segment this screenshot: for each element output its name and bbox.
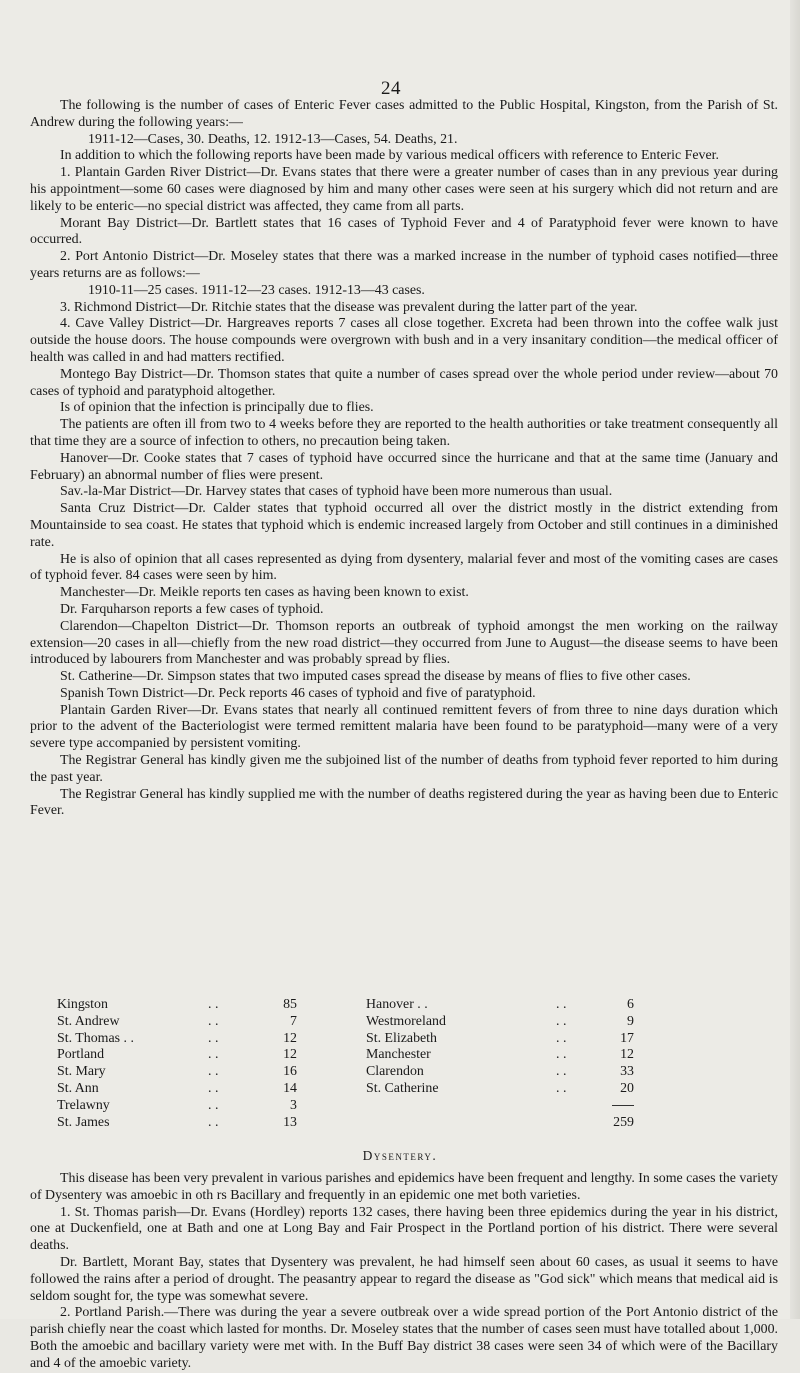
parish-name: St. Andrew: [57, 1013, 120, 1029]
leader-dots: . .: [208, 1097, 219, 1113]
death-count: 7: [290, 1013, 297, 1029]
paragraph: 1. St. Thomas parish—Dr. Evans (Hordley) reports 132 cases, there having been three epidemics during the year in his district, one at Duckenfield, one at Bath and one at Long Bay and Fair Prospect in the Portland portion of his district. There were several deaths.: [30, 1204, 778, 1254]
parish-name: St. Thomas . .: [57, 1030, 134, 1046]
leader-dots: . .: [556, 1030, 567, 1046]
paragraph: This disease has been very prevalent in various parishes and epidemics have been frequent and lengthy. In some cases the variety of Dysentery was amoebic in oth rs Bacillary and frequently in an epidemic one met both varieties.: [30, 1171, 778, 1203]
paragraph: The Registrar General has kindly supplied me with the number of deaths registered during the year as having been due to Enteric Fever.: [30, 786, 778, 819]
parish-name: Trelawny: [57, 1097, 110, 1113]
parish-name: St. James: [57, 1114, 110, 1130]
paragraph: 1. Plantain Garden River District—Dr. Evans states that there were a greater number of cases than in any previous year during his appointment—some 60 cases were diagnosed by him and many other cases were seen at his surgery which did not return and are likely to be enteric—no special district was affected, they came from all parts.: [30, 165, 778, 214]
paragraph: The following is the number of cases of Enteric Fever cases admitted to the Public Hospital, Kingston, from the Parish of St. Andrew during the following years:—: [30, 98, 778, 130]
paragraph: The Registrar General has kindly given me the subjoined list of the number of deaths from typhoid fever reported to him during the past year.: [30, 753, 778, 785]
paragraph: Santa Cruz District—Dr. Calder states that typhoid occurred all over the district mostly in the district extending from Mountainside to sea coast. He states that typhoid which is endemic increased largely from October and still continues in a diminished rate.: [30, 501, 778, 550]
paragraph: Manchester—Dr. Meikle reports ten cases as having been known to exist.: [60, 585, 469, 601]
paragraph: 2. Portland Parish.—There was during the year a severe outbreak over a wide spread portion of the Port Antonio district of the parish chiefly near the coast which lasted for months. Dr. Moseley states that the number of cases seen must have totalled about 1,000. Both the amoebic and bacillary variety were met with. In the Buff Bay district 38 cases were seen 34 of which were of the Bacillary and 4 of the amoebic variety.: [30, 1305, 778, 1371]
parish-name: St. Elizabeth: [366, 1030, 437, 1046]
paragraph: St. Catherine—Dr. Simpson states that two imputed cases spread the disease by means of flies to five other cases.: [60, 669, 691, 685]
leader-dots: . .: [208, 1064, 219, 1080]
death-count: 3: [290, 1097, 297, 1113]
leader-dots: . .: [556, 1047, 567, 1063]
paragraph: Dr. Farquharson reports a few cases of typhoid.: [60, 601, 324, 617]
paragraph: 2. Port Antonio District—Dr. Moseley states that there was a marked increase in the number of typhoid cases notified—three years returns are as follows:—: [30, 249, 778, 281]
paragraph: The patients are often ill from two to 4 weeks before they are reported to the health authorities or take treatment consequently all that time they are a source of infection to others, no precaution being taken.: [30, 417, 778, 449]
paragraph: He is also of opinion that all cases represented as dying from dysentery, malarial fever and most of the vomiting cases are cases of typhoid fever. 84 cases were seen by him.: [30, 551, 778, 584]
death-count: 9: [627, 1013, 634, 1029]
death-count: 16: [283, 1064, 297, 1080]
paragraph: Dr. Bartlett, Morant Bay, states that Dysentery was prevalent, he had himself seen about 60 cases, as usual it seems to have followed the rains after a period of drought. The peasantry appear to regard the disease as "God sick" which means that medical aid is seldom sought for, the type was somewhat severe.: [30, 1254, 778, 1304]
table-row: [57, 1014, 727, 1031]
paragraph: Is of opinion that the infection is principally due to flies.: [60, 400, 374, 416]
parish-name: Hanover . .: [366, 997, 428, 1012]
death-count: 14: [283, 1080, 297, 1096]
death-count: 12: [283, 1030, 297, 1046]
parish-name: Clarendon: [366, 1064, 424, 1080]
enteric-fever-section: [30, 98, 778, 820]
table-row: [57, 1098, 727, 1115]
table-row: [57, 1064, 727, 1081]
deaths-table: [57, 997, 727, 1131]
leader-dots: . .: [556, 1080, 567, 1096]
death-count: 12: [620, 1047, 634, 1063]
leader-dots: . .: [208, 1080, 219, 1096]
death-count: 85: [283, 997, 297, 1012]
leader-dots: . .: [208, 997, 219, 1012]
page-number: 24: [381, 78, 401, 99]
parish-name: Portland: [57, 1047, 105, 1063]
leader-dots: . .: [556, 1013, 567, 1029]
leader-dots: . .: [208, 1047, 219, 1063]
death-count: 12: [283, 1047, 297, 1063]
death-count: 259: [613, 1114, 634, 1130]
paragraph: Plantain Garden River—Dr. Evans states that nearly all continued remittent fevers of from three to nine days duration which prior to the advent of the Bacteriologist were termed remittent malaria have been found to be paratyphoid—many were of a very severe type accompanied by persistent vomiting.: [30, 702, 778, 752]
leader-dots: . .: [556, 997, 567, 1012]
parish-name: Kingston: [57, 997, 108, 1012]
dysentery-section: [30, 1171, 778, 1373]
paragraph: 4. Cave Valley District—Dr. Hargreaves reports 7 cases all close together. Excreta had been thrown into the coffee walk just outside the house doors. The house compounds were overgrown with bush and in a very insanitary condition—the medical officer of health was called in and had matters rectified.: [30, 316, 778, 365]
section-heading-dysentery: Dysentery.: [362, 1148, 438, 1163]
leader-dots: . .: [208, 1114, 219, 1130]
leader-dots: . .: [208, 1013, 219, 1029]
paragraph: Spanish Town District—Dr. Peck reports 46 cases of typhoid and five of paratyphoid.: [60, 685, 536, 701]
death-count: 33: [620, 1064, 634, 1080]
table-row: [57, 997, 727, 1014]
parish-name: Manchester: [366, 1047, 431, 1063]
case-count-line: 1910-11—25 cases. 1911-12—23 cases. 1912-13—43 cases.: [88, 282, 425, 298]
table-row: [57, 1081, 727, 1098]
death-count: 20: [620, 1080, 634, 1096]
death-count: 13: [283, 1114, 297, 1130]
paragraph: Clarendon—Chapelton District—Dr. Thomson reports an outbreak of typhoid amongst the men working on the railway extension—20 cases in all—chiefly from the new road district—they occurred from June to August—the disease seems to have been introduced by labourers from Manchester and was probably spread by flies.: [30, 618, 778, 668]
leader-dots: . .: [208, 1030, 219, 1046]
paragraph: In addition to which the following reports have been made by various medical officers with reference to Enteric Fever.: [60, 148, 719, 164]
paragraph: Morant Bay District—Dr. Bartlett states that 16 cases of Typhoid Fever and 4 of Paratyphoid fever were known to have occurred.: [30, 215, 778, 248]
total-rule: [597, 1098, 634, 1115]
parish-name: Westmoreland: [366, 1013, 446, 1029]
case-count-line: 1911-12—Cases, 30. Deaths, 12. 1912-13—Cases, 54. Deaths, 21.: [88, 131, 458, 147]
death-count: 6: [627, 997, 634, 1012]
parish-name: St. Catherine: [366, 1080, 439, 1096]
paragraph: Sav.-la-Mar District—Dr. Harvey states that cases of typhoid have been more numerous than usual.: [60, 484, 613, 500]
page-edge-shadow: [790, 0, 800, 1319]
table-row: [57, 1115, 727, 1132]
paragraph: Hanover—Dr. Cooke states that 7 cases of typhoid have occurred since the hurricane and that at the same time (January and February) an abnormal number of flies were present.: [30, 450, 778, 483]
table-row: [57, 1047, 727, 1064]
parish-name: St. Ann: [57, 1080, 99, 1096]
paragraph: Montego Bay District—Dr. Thomson states that quite a number of cases spread over the whole period under review—about 70 cases of typhoid and paratyphoid altogether.: [30, 366, 778, 399]
parish-name: St. Mary: [57, 1064, 106, 1080]
leader-dots: . .: [556, 1064, 567, 1080]
table-row: [57, 1031, 727, 1048]
paragraph: 3. Richmond District—Dr. Ritchie states that the disease was prevalent during the latter part of the year.: [60, 299, 638, 315]
death-count: 17: [620, 1030, 634, 1046]
